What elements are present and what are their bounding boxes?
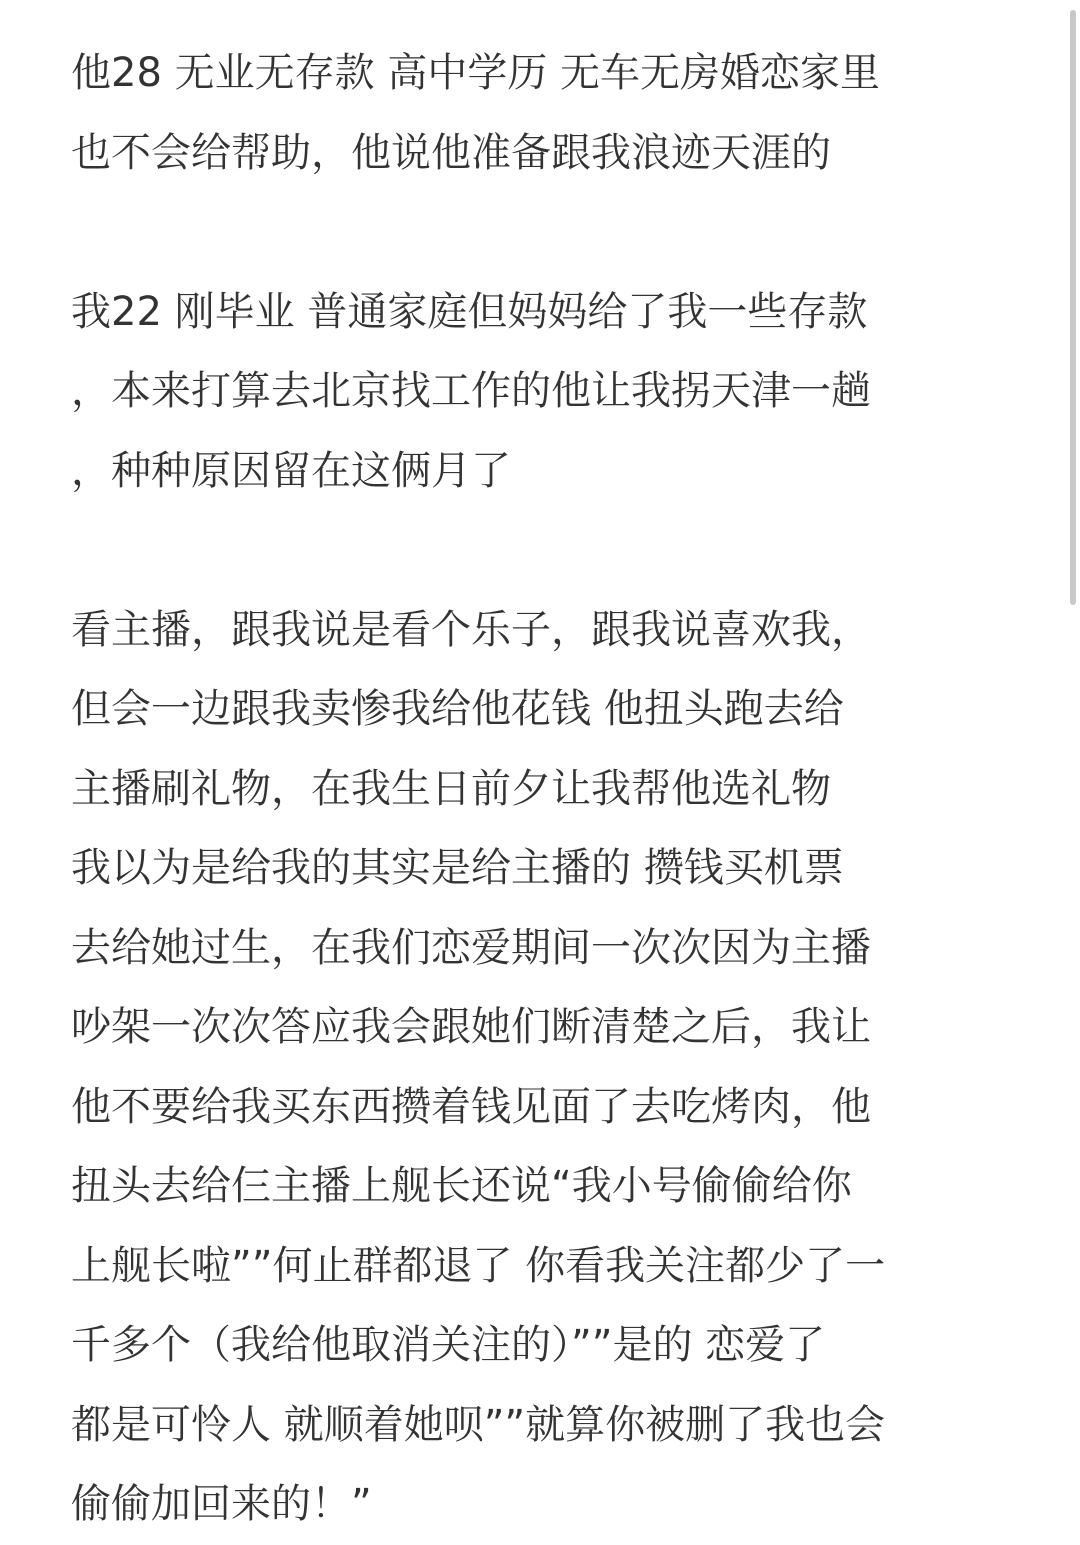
text-line: 我以为是给我的其实是给主播的 攒钱买机票 bbox=[71, 845, 844, 891]
text-line: 我22 刚毕业 普通家庭但妈妈给了我一些存款 bbox=[71, 288, 868, 335]
scrollbar[interactable] bbox=[1070, 10, 1076, 605]
text-line: 看主播，跟我说是看个乐子，跟我说喜欢我， bbox=[71, 606, 871, 653]
text-line: 主播刷礼物，在我生日前夕让我帮他选礼物 bbox=[71, 765, 831, 812]
text-line: 但会一边跟我卖惨我给他花钱 他扭头跑去给 bbox=[71, 686, 844, 732]
text-line: 扭头去给仨主播上舰长还说“我小号偷偷给你 bbox=[71, 1163, 852, 1209]
text-line: 也不会给帮助，他说他准备跟我浪迹天涯的 bbox=[71, 129, 831, 176]
text-line: 他28 无业无存款 高中学历 无车无房婚恋家里 bbox=[71, 50, 881, 96]
text-line: 吵架一次次答应我会跟她们断清楚之后，我让 bbox=[71, 1004, 871, 1050]
paragraph-1 bbox=[71, 34, 1021, 193]
paragraph-3 bbox=[71, 591, 1021, 1545]
paragraph-2 bbox=[71, 273, 1021, 512]
text-line: ，本来打算去北京找工作的他让我拐天津一趟 bbox=[71, 368, 871, 414]
text-line: 上舰长啦””何止群都退了 你看我关注都少了一 bbox=[71, 1242, 886, 1289]
paragraph-gap bbox=[71, 511, 1021, 591]
paragraph-gap bbox=[71, 193, 1021, 273]
text-line: 去给她过生，在我们恋爱期间一次次因为主播 bbox=[71, 924, 871, 971]
text-line: 都是可怜人 就顺着她呗””就算你被删了我也会 bbox=[71, 1401, 886, 1448]
text-line: 偷偷加回来的！” bbox=[71, 1481, 372, 1527]
post-body bbox=[71, 34, 1021, 1545]
text-line: ，种种原因留在这俩月了 bbox=[71, 447, 511, 494]
text-line: 他不要给我买东西攒着钱见面了去吃烤肉，他 bbox=[71, 1083, 871, 1130]
text-line: 千多个（我给他取消关注的）””是的 恋爱了 bbox=[71, 1322, 826, 1368]
